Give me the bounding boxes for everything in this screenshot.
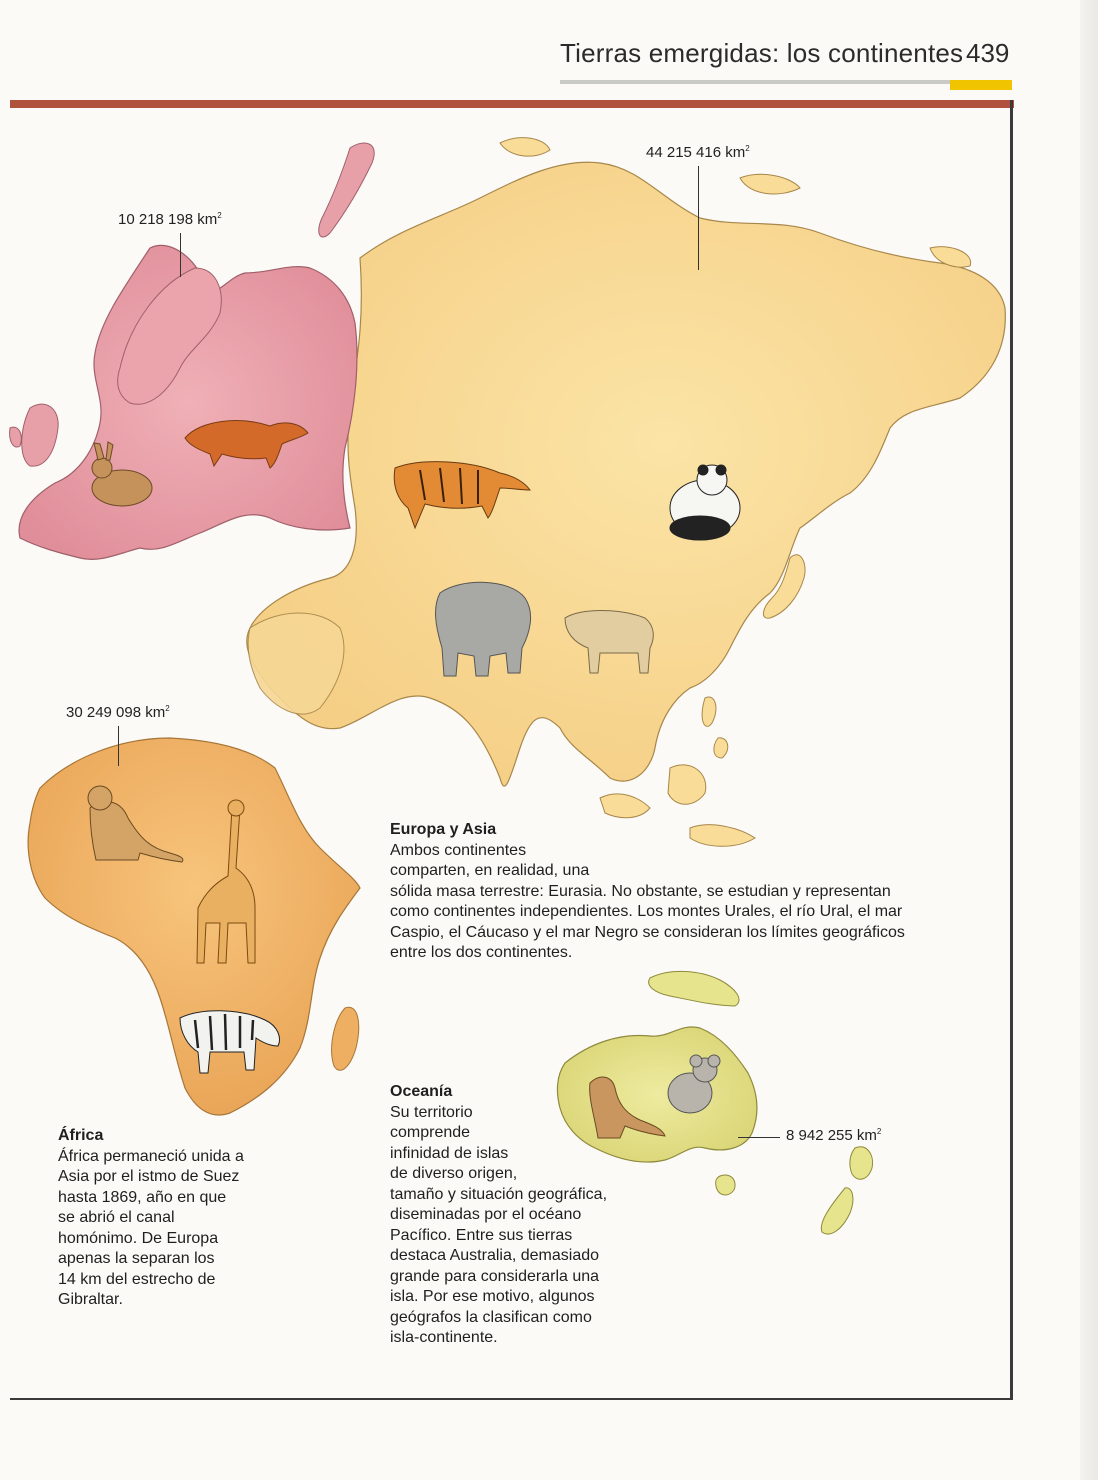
europa-asia-line: entre los dos continentes. xyxy=(390,944,573,961)
europa-asia-line: Caspio, el Cáucaso y el mar Negro se consideran los límites geográficos xyxy=(390,923,905,941)
page-number: 439 xyxy=(966,38,1010,68)
oceania-area-value: 8 942 255 km xyxy=(786,1127,877,1144)
europe-area-label xyxy=(118,211,222,228)
oceania-heading: Oceanía xyxy=(390,1083,453,1100)
page-header-title: Tierras emergidas: los continentes xyxy=(560,38,964,68)
africa-leader-line xyxy=(118,726,119,766)
novaya-zemlya xyxy=(319,143,374,237)
oceania-line: grande para considerarla una xyxy=(390,1267,600,1285)
oceania-line: de diverso origen, xyxy=(390,1165,518,1182)
africa-line: 14 km del estrecho de xyxy=(58,1270,216,1288)
top-rule xyxy=(10,100,1014,108)
africa-line: apenas la separan los xyxy=(58,1250,215,1267)
europa-asia-line: Ambos continentes xyxy=(390,841,527,859)
oceania-line: isla-continente. xyxy=(390,1329,498,1346)
europa-asia-line: comparten, en realidad, una xyxy=(390,862,590,879)
africa-line: homónimo. De Europa xyxy=(58,1229,219,1247)
asia-landmass xyxy=(247,162,1006,786)
page-edge xyxy=(1080,0,1098,1480)
oceania-leader-line xyxy=(738,1137,780,1138)
oceania-line: diseminadas por el océano xyxy=(390,1206,582,1223)
africa-area-exponent: 2 xyxy=(165,704,170,713)
frame-bottom-border xyxy=(10,1398,1013,1400)
africa-landmass xyxy=(28,738,360,1115)
header-color-tab xyxy=(950,80,1012,90)
europe-leader-line xyxy=(180,233,181,277)
oceania-line: infinidad de islas xyxy=(390,1144,509,1162)
oceania-area-exponent: 2 xyxy=(876,1127,882,1136)
tasmania xyxy=(716,1175,735,1195)
europe-area-value: 10 218 198 km xyxy=(118,211,218,228)
africa-line: África permaneció unida a xyxy=(58,1147,244,1165)
europa-asia-text xyxy=(390,820,1000,964)
africa-area-value: 30 249 098 km xyxy=(66,704,166,721)
new-zealand xyxy=(821,1147,872,1234)
africa-heading: África xyxy=(58,1127,104,1144)
frame-right-border xyxy=(1010,100,1013,1400)
africa-line: se abrió el canal xyxy=(58,1209,175,1226)
oceania-area-label xyxy=(786,1127,881,1144)
elephant-illustration xyxy=(436,582,531,676)
asia-area-label xyxy=(646,144,750,161)
europa-asia-line: sólida masa terrestre: Eurasia. No obstante, se estudian y representan xyxy=(390,882,891,900)
africa-line: Gibraltar. xyxy=(58,1291,123,1308)
asia-area-value: 44 215 416 km xyxy=(646,144,746,161)
madagascar xyxy=(332,1007,359,1070)
europe-area-exponent: 2 xyxy=(217,211,222,220)
oceania-line: tamaño y situación geográfica, xyxy=(390,1185,608,1203)
asia-leader-line xyxy=(698,166,699,270)
africa-area-label xyxy=(66,704,170,721)
header-underline xyxy=(560,80,950,84)
oceania-line: isla. Por ese motivo, algunos xyxy=(390,1288,595,1305)
oceania-text xyxy=(390,1082,670,1349)
europa-asia-heading: Europa y Asia xyxy=(390,821,497,838)
oceania-line: comprende xyxy=(390,1124,471,1141)
africa-text xyxy=(58,1126,298,1311)
oceania-line: geógrafos la clasifican como xyxy=(390,1308,592,1326)
asia-area-exponent: 2 xyxy=(745,144,750,153)
new-guinea xyxy=(649,971,739,1006)
europa-asia-line: como continentes independientes. Los montes Urales, el río Ural, el mar xyxy=(390,903,903,920)
oceania-line: Su territorio xyxy=(390,1103,473,1121)
africa-line: Asia por el istmo de Suez xyxy=(58,1168,240,1185)
philippines-islands xyxy=(702,697,728,758)
oceania-line: Pacífico. Entre sus tierras xyxy=(390,1226,573,1244)
africa-line: hasta 1869, año en que xyxy=(58,1188,227,1206)
oceania-line: destaca Australia, demasiado xyxy=(390,1247,600,1264)
british-isles xyxy=(10,404,59,466)
